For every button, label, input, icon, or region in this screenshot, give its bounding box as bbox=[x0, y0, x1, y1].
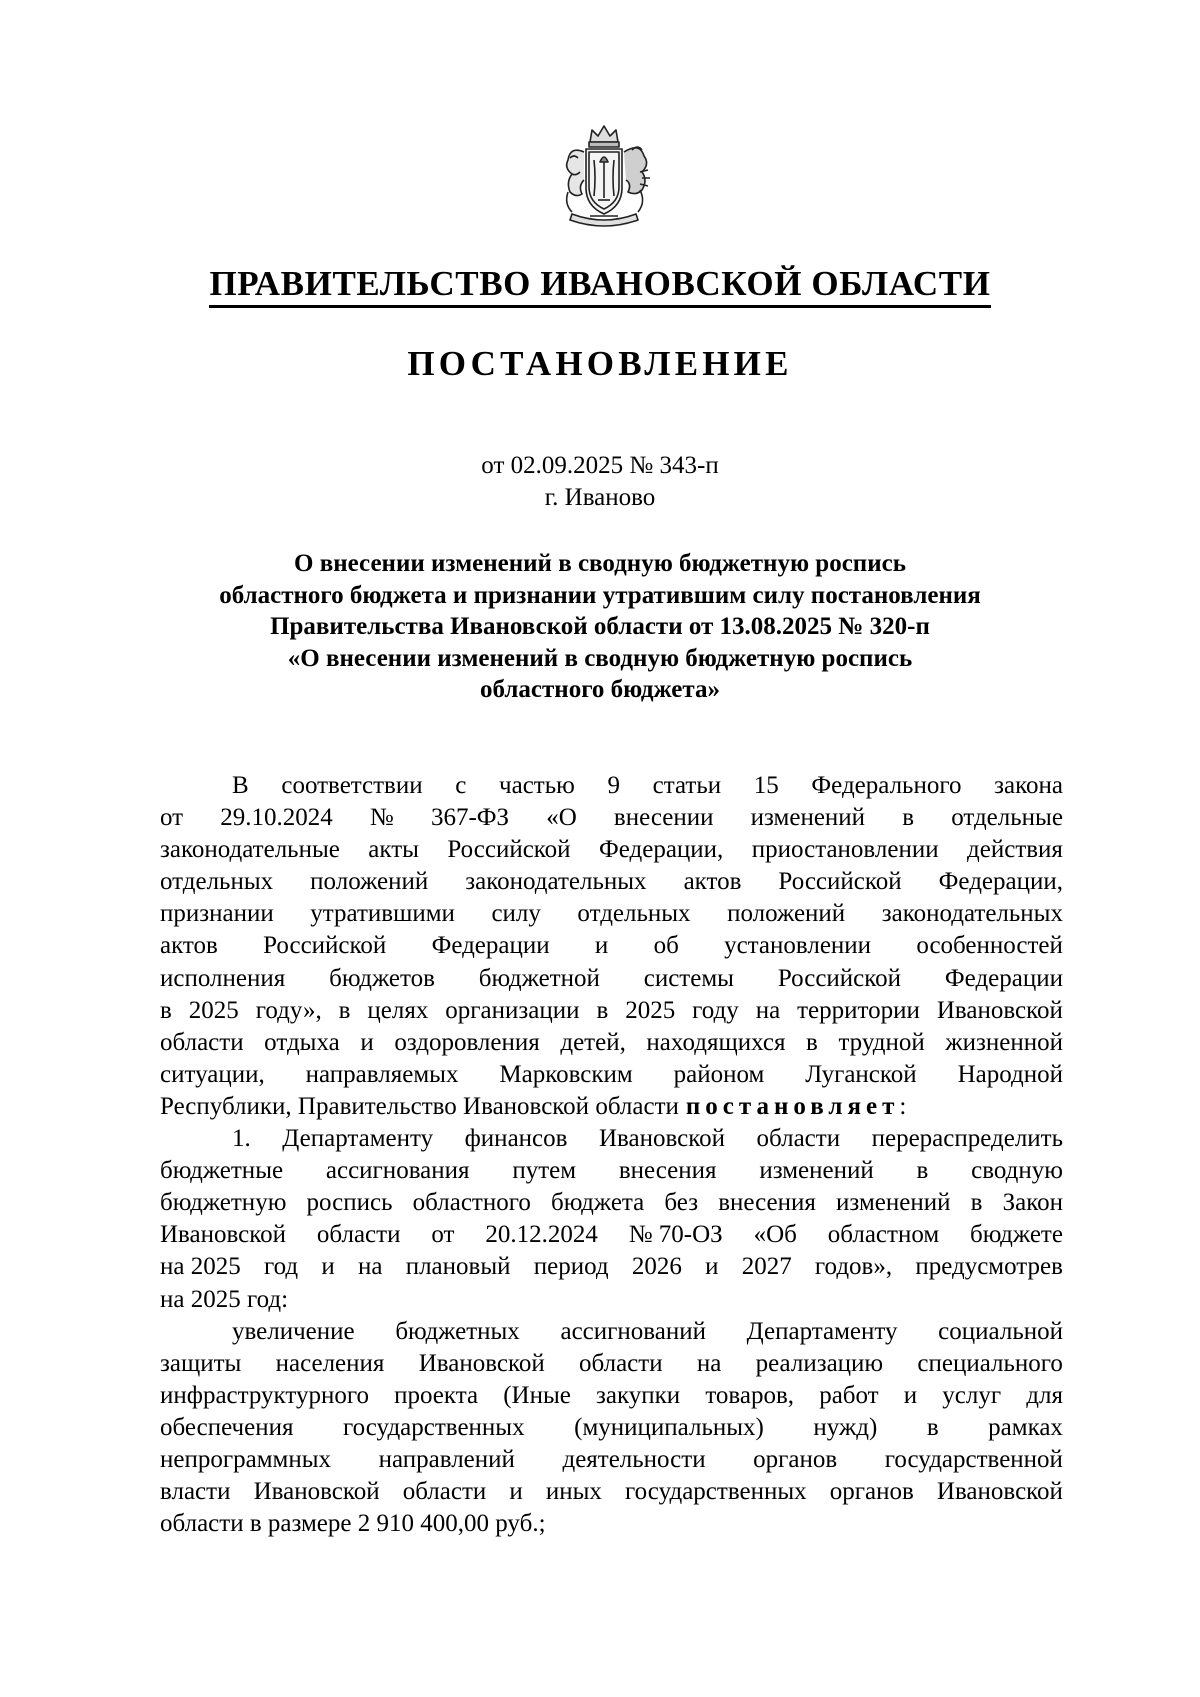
subject-line: Правительства Ивановской области от 13.08.2025 № 320-п bbox=[270, 613, 930, 640]
body-word: утратившими bbox=[310, 900, 455, 928]
body-word: Российской bbox=[778, 868, 902, 896]
body-word: товаров, bbox=[705, 1381, 795, 1409]
body-word: и bbox=[594, 932, 609, 960]
body-word: без bbox=[664, 1189, 699, 1217]
body-word: плановый bbox=[405, 1253, 511, 1281]
body-word: в bbox=[926, 1413, 939, 1441]
document-body bbox=[160, 770, 1063, 1540]
body-word: 29.10.2024 bbox=[220, 804, 333, 832]
body-word: направляемых bbox=[305, 1060, 459, 1088]
body-word: «Об bbox=[753, 1221, 797, 1249]
body-word: в bbox=[902, 804, 915, 832]
body-word: находящихся bbox=[646, 1028, 786, 1056]
body-word: Ивановской bbox=[936, 1478, 1063, 1506]
body-word: области bbox=[160, 1028, 244, 1056]
body-word: на 2025 bbox=[160, 1253, 241, 1281]
coat-of-arms-emblem bbox=[556, 122, 652, 232]
body-word: закупки bbox=[596, 1381, 681, 1409]
body-word: об bbox=[653, 932, 679, 960]
body-line bbox=[160, 802, 1063, 834]
body-word: Федерации, bbox=[938, 868, 1063, 896]
body-word: № bbox=[369, 804, 394, 832]
body-word: ассигнования bbox=[325, 1157, 470, 1185]
body-word: и bbox=[360, 1028, 374, 1056]
body-word: в bbox=[596, 996, 609, 1024]
body-word: ситуации, bbox=[160, 1060, 265, 1088]
body-word: организации bbox=[445, 996, 580, 1024]
body-word: Федерации, bbox=[598, 836, 724, 864]
body-line bbox=[160, 834, 1063, 866]
document-subject bbox=[0, 548, 1200, 706]
body-word: годов», bbox=[814, 1253, 893, 1281]
body-word: деятельности bbox=[562, 1445, 706, 1473]
body-word: бюджетов bbox=[329, 964, 435, 992]
body-text: Республики, Правительство Ивановской области bbox=[160, 1092, 679, 1120]
body-word: областном bbox=[827, 1221, 940, 1249]
body-word: детей, bbox=[560, 1028, 626, 1056]
body-word: области bbox=[316, 1221, 401, 1249]
body-word: и bbox=[903, 1381, 918, 1409]
body-word: и bbox=[509, 1478, 523, 1506]
body-text: : bbox=[899, 1092, 907, 1120]
body-word: Ивановской bbox=[598, 1125, 725, 1153]
body-word: системы bbox=[643, 964, 734, 992]
body-word: особенностей bbox=[916, 932, 1063, 960]
body-word: Закон bbox=[1002, 1189, 1063, 1217]
body-word: Департаменту bbox=[746, 1317, 898, 1345]
body-word: Федерации bbox=[431, 932, 550, 960]
body-word: в bbox=[338, 996, 351, 1024]
body-word: Российской bbox=[263, 932, 387, 960]
body-word: финансов bbox=[464, 1125, 568, 1153]
body-word: «О bbox=[546, 804, 577, 832]
body-word: органов bbox=[753, 1445, 838, 1473]
body-word: положений bbox=[310, 868, 429, 896]
body-word: приостановлении bbox=[751, 836, 939, 864]
body-word: социальной bbox=[938, 1317, 1063, 1345]
body-word: услуг bbox=[942, 1381, 1002, 1409]
body-word: 1. bbox=[232, 1125, 251, 1153]
organization-title bbox=[0, 262, 1200, 308]
body-word: положений bbox=[727, 900, 846, 928]
body-word: действия bbox=[967, 836, 1063, 864]
body-word: в bbox=[916, 1157, 929, 1185]
body-word: Ивановской bbox=[160, 1221, 287, 1249]
body-word: Ивановской bbox=[936, 996, 1063, 1024]
body-word: 2025 bbox=[188, 996, 239, 1024]
body-line bbox=[160, 1444, 1063, 1476]
body-word: 2026 bbox=[631, 1253, 682, 1281]
body-word: внесения bbox=[618, 1157, 717, 1185]
body-word: Марковским bbox=[499, 1060, 633, 1088]
body-line bbox=[160, 1059, 1063, 1091]
body-word: от bbox=[431, 1221, 455, 1249]
body-line bbox=[160, 1508, 1063, 1540]
body-line bbox=[160, 1027, 1063, 1059]
body-word: частью bbox=[499, 772, 575, 799]
body-word: иных bbox=[545, 1478, 602, 1506]
body-word: инфраструктурного bbox=[160, 1381, 369, 1409]
body-word: бюджетных bbox=[395, 1317, 520, 1345]
body-word: Народной bbox=[957, 1060, 1063, 1088]
body-word: сводную bbox=[971, 1157, 1063, 1185]
body-word: Луганской bbox=[805, 1060, 917, 1088]
body-line bbox=[160, 770, 1063, 802]
body-word: отдыха bbox=[264, 1028, 340, 1056]
body-word: акты bbox=[368, 836, 419, 864]
date-number: от 02.09.2025 № 343-п bbox=[481, 452, 719, 479]
subject-line: «О внесении изменений в сводную бюджетную роспись bbox=[287, 644, 913, 672]
body-line bbox=[160, 1412, 1063, 1444]
body-word: защиты bbox=[160, 1349, 242, 1377]
body-word: реализацию bbox=[755, 1349, 884, 1377]
body-line bbox=[160, 1251, 1063, 1283]
body-word: в bbox=[160, 996, 172, 1024]
body-line bbox=[160, 1284, 1063, 1316]
body-word: и bbox=[705, 1253, 719, 1281]
body-word: проекта bbox=[394, 1381, 479, 1409]
body-word: увеличение bbox=[232, 1317, 355, 1345]
body-word: Департаменту bbox=[282, 1125, 434, 1153]
body-word: в bbox=[806, 1028, 818, 1056]
body-word: ассигнований bbox=[560, 1317, 706, 1345]
body-word: оздоровления bbox=[394, 1028, 540, 1056]
body-word: (Иные bbox=[503, 1381, 571, 1409]
body-word: отдельных bbox=[160, 868, 274, 896]
body-word: 20.12.2024 bbox=[485, 1221, 598, 1249]
body-word: трудной bbox=[838, 1028, 925, 1056]
body-word: установлении bbox=[724, 932, 872, 960]
body-word: отдельных bbox=[577, 900, 691, 928]
body-word: путем bbox=[512, 1157, 577, 1185]
place: г. Иваново bbox=[544, 484, 656, 511]
body-word: бюджетную bbox=[160, 1189, 287, 1217]
body-word: 2027 bbox=[741, 1253, 792, 1281]
body-line bbox=[160, 1348, 1063, 1380]
body-line bbox=[160, 898, 1063, 930]
body-word: актов bbox=[160, 932, 218, 960]
body-word: изменений bbox=[836, 1189, 951, 1217]
body-word: от bbox=[160, 804, 184, 832]
body-line bbox=[160, 1155, 1063, 1187]
body-word: Ивановской bbox=[418, 1349, 545, 1377]
body-word: населения bbox=[275, 1349, 385, 1377]
subject-line: О внесении изменений в сводную бюджетную роспись bbox=[294, 550, 906, 577]
body-word: внесения bbox=[718, 1189, 816, 1217]
body-line bbox=[160, 963, 1063, 995]
body-word: Федерального bbox=[811, 772, 962, 799]
body-word: для bbox=[1026, 1381, 1063, 1409]
body-line bbox=[160, 930, 1063, 962]
organization-title-text: ПРАВИТЕЛЬСТВО ИВАНОВСКОЙ ОБЛАСТИ bbox=[209, 264, 990, 308]
body-word: бюджете bbox=[970, 1221, 1063, 1249]
body-word: 2025 bbox=[625, 996, 676, 1024]
body-word: области bbox=[756, 1125, 841, 1153]
body-line bbox=[160, 1123, 1063, 1155]
body-line bbox=[160, 866, 1063, 898]
body-word: роспись bbox=[306, 1189, 393, 1217]
body-line bbox=[160, 1476, 1063, 1508]
body-word: с bbox=[455, 772, 467, 799]
body-line bbox=[160, 1219, 1063, 1251]
body-word: 9 bbox=[607, 772, 620, 799]
decree-keyword: постановляет bbox=[685, 1092, 900, 1120]
body-word: рамках bbox=[988, 1413, 1063, 1441]
body-word: закона bbox=[994, 772, 1063, 799]
body-word: 15 bbox=[753, 772, 779, 799]
body-word: работ bbox=[819, 1381, 879, 1409]
body-word: направлений bbox=[378, 1445, 515, 1473]
body-word: предусмотрев bbox=[915, 1253, 1063, 1281]
body-word: (муниципальных) bbox=[574, 1413, 764, 1441]
body-word: Российской bbox=[447, 836, 571, 864]
body-word: соответствии bbox=[281, 772, 423, 799]
body-word: бюджета bbox=[551, 1189, 645, 1217]
body-word: году bbox=[692, 996, 739, 1024]
body-word: статьи bbox=[652, 772, 722, 799]
body-word: на bbox=[755, 996, 781, 1024]
body-line bbox=[160, 1091, 1063, 1123]
body-word: Федерации bbox=[944, 964, 1063, 992]
body-word: на bbox=[696, 1349, 722, 1377]
body-word: № 70-ОЗ bbox=[628, 1221, 723, 1249]
body-word: государственной bbox=[884, 1445, 1063, 1473]
body-word: 367-ФЗ bbox=[430, 804, 510, 832]
body-word: бюджетные bbox=[160, 1157, 284, 1185]
body-word: признании bbox=[160, 900, 274, 928]
body-word: законодательных bbox=[881, 900, 1063, 928]
body-word: жизненной bbox=[945, 1028, 1063, 1056]
body-word: областного bbox=[412, 1189, 531, 1217]
body-line bbox=[160, 1380, 1063, 1412]
body-word: Ивановской bbox=[253, 1478, 380, 1506]
body-word: обеспечения bbox=[160, 1413, 294, 1441]
body-word: непрограммных bbox=[160, 1445, 332, 1473]
body-word: государственных bbox=[343, 1413, 525, 1441]
body-word: отдельные bbox=[951, 804, 1063, 832]
document-type-heading: ПОСТАНОВЛЕНИЕ bbox=[407, 344, 793, 383]
body-word: бюджетной bbox=[478, 964, 600, 992]
document-meta bbox=[0, 450, 1200, 514]
body-word: исполнения bbox=[160, 964, 286, 992]
body-word: в bbox=[970, 1189, 983, 1217]
body-word: период bbox=[533, 1253, 609, 1281]
body-word: законодательных bbox=[465, 868, 647, 896]
body-word: актов bbox=[683, 868, 742, 896]
subject-line: областного бюджета» bbox=[480, 676, 720, 703]
body-word: законодательные bbox=[160, 836, 340, 864]
body-line bbox=[160, 1316, 1063, 1348]
body-word: власти bbox=[160, 1478, 231, 1506]
body-word: на bbox=[357, 1253, 383, 1281]
body-word: целях bbox=[367, 996, 429, 1024]
body-line bbox=[160, 995, 1063, 1027]
body-word: внесении bbox=[613, 804, 714, 832]
body-word: изменений bbox=[750, 804, 866, 832]
body-word: районом bbox=[673, 1060, 765, 1088]
body-word: силу bbox=[491, 900, 541, 928]
body-word: государственных bbox=[625, 1478, 807, 1506]
body-word: году», bbox=[255, 996, 322, 1024]
body-text: области в размере 2 910 400,00 руб.; bbox=[160, 1510, 546, 1538]
body-text: на 2025 год: bbox=[160, 1285, 289, 1313]
body-word: В bbox=[232, 772, 249, 799]
body-word: и bbox=[321, 1253, 335, 1281]
body-word: области bbox=[579, 1349, 663, 1377]
body-word: перераспределить bbox=[871, 1125, 1063, 1153]
body-line bbox=[160, 1187, 1063, 1219]
body-word: Российской bbox=[777, 964, 902, 992]
body-word: территории bbox=[797, 996, 920, 1024]
body-word: области bbox=[402, 1478, 487, 1506]
body-word: год bbox=[263, 1253, 299, 1281]
body-word: изменений bbox=[759, 1157, 874, 1185]
body-word: специального bbox=[917, 1349, 1063, 1377]
subject-line: областного бюджета и признании утратившим силу постановления bbox=[219, 581, 981, 609]
body-word: органов bbox=[829, 1478, 914, 1506]
body-word: нужд) bbox=[813, 1413, 878, 1441]
